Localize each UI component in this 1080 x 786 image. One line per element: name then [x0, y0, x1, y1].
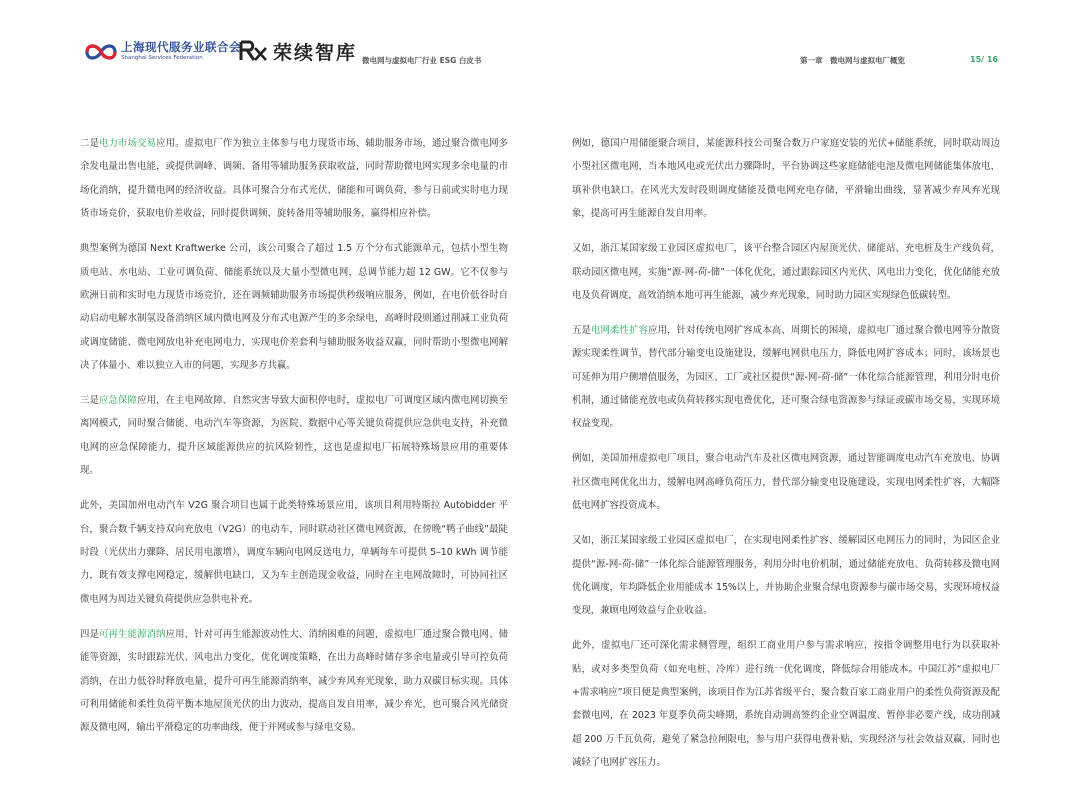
page-number: 15/ 16	[970, 55, 998, 64]
paragraph	[80, 237, 508, 377]
brand-name: 荣续智库	[273, 42, 358, 64]
paragraph-text: 二是	[80, 138, 100, 149]
left-column	[80, 132, 508, 751]
paragraph	[80, 494, 508, 611]
paragraph-text: 四是	[80, 628, 100, 640]
org-name-cn: 上海现代服务业联合会	[121, 40, 241, 54]
page-header	[0, 0, 1080, 76]
paragraph	[80, 623, 508, 740]
highlighted-term: 应急保障	[99, 395, 138, 407]
paragraph-text: 例如，德国户用储能聚合项目，某能源科技公司聚合数万户家庭安装的光伏+储能系统，同时联动周边小型社区微电网，当本地风电或光伏出力骤降时，平台协调这些家庭储能电池及微电网储能集体放电，填补供电缺口。在风光大发时段则调度储能及微电网充电存储，平滑输出曲线，显著减少弃风弃光现象，提高可再生能源自发自用率。	[572, 138, 1000, 220]
paragraph-text: 三是	[80, 395, 100, 407]
chapter-title: 第一章 微电网与虚拟电厂概览	[800, 56, 905, 65]
paragraph-text: 应用，在主电网故障、自然灾害导致大面积停电时，虚拟电厂可调度区域内微电网切换至离网模式，同时聚合储能、电动汽车等资源，为医院、数据中心等关键负荷提供应急供电支持，补充微电网的应急保障能力，提升区域能源供应的抗风险韧性，这也是虚拟电厂拓展特殊场景应用的重要体现。	[80, 395, 508, 477]
paragraph-text: 应用，针对可再生能源波动性大、消纳困难的问题，虚拟电厂通过聚合微电网、储能等资源，实时跟踪光伏、风电出力变化，优化调度策略，在出力高峰时储存多余电量或引导可控负荷消纳，在出力低谷时释放电量，提升可再生能源消纳率，减少弃风弃光现象，助力双碳目标实现。具体可利用储能和柔性负荷平衡本地屋顶光伏的出力波动，提高自发自用率，减少弃光，也可聚合风光储资源及微电网，输出平滑稳定的功率曲线，便于并网或参与绿电交易。	[80, 628, 508, 734]
highlighted-term: 电网柔性扩容	[591, 324, 649, 336]
paragraph-text: 应用，针对传统电网扩容成本高、周期长的困境，虚拟电厂通过聚合微电网等分散资源实现柔性调节，替代部分输变电设施建设，缓解电网供电压力，降低电网扩容成本；同时，该场景也可延伸为用户侧增值服务，为园区、工厂或社区提供“源-网-荷-储”一体化综合能源管理，利用分时电价机制，通过储能充放电或负荷转移实现电费优化，还可聚合绿电资源参与绿证或碳市场交易，实现环境权益变现。	[572, 324, 1000, 430]
paragraph-text: 例如，美国加州虚拟电厂项目，聚合电动汽车及社区微电网资源，通过智能调度电动汽车充放电、协调社区微电网优化出力，缓解电网高峰负荷压力，替代部分输变电设施建设，实现电网柔性扩容，大幅降低电网扩容投资成本。	[572, 453, 1000, 512]
paragraph-text: 此外，虚拟电厂还可深化需求侧管理，组织工商业用户参与需求响应，按指令调整用电行为以获取补贴，或对多类型负荷（如充电桩、冷库）进行统一优化调度，降低综合用能成本。中国江苏“虚拟电厂+需求响应”项目便是典型案例，该项目作为江苏省级平台，聚合数百家工商业用户的柔性负荷资源及配套微电网，在 2023 年夏季负荷尖峰期，系统自动调高签约企业空调温度、暂停非必要产线，成功削减超 200 万千瓦负荷，避免了紧急拉闸限电，参与用户获得电费补贴，实现经济与社会效益双赢，同时也减轻了电网扩容压力。	[572, 640, 1000, 769]
rx-logo-icon	[238, 39, 268, 63]
paragraph-text: 典型案例为德国 Next Kraftwerke 公司，该公司聚合了超过 1.5 万个分布式能源单元，包括小型生物质电站、水电站、工业可调负荷、储能系统以及大量小型微电网，总调节能力超 12 GW。它不仅参与欧洲日前和实时电力现货市场竞价，还在调频辅助服务市场提供秒级响应服务，例如，在电价低谷时自动启动电解水制氢设备消纳区域内微电网及分布式电源产生的多余绿电，高峰时段则通过削减工业负荷或调度储能、微电网放电补充电网电力，实现电价差套利与辅助服务收益双赢，同时帮助小型微电网解决了体量小、难以独立入市的问题，实现多方共赢。	[80, 243, 508, 372]
paragraph-text: 又如，浙江某国家级工业园区虚拟电厂，该平台整合园区内屋顶光伏、储能站、充电桩及生产线负荷，联动园区微电网，实施“源-网-荷-储”一体化优化，通过跟踪园区内光伏、风电出力变化，优化储能充放电及负荷调度，高效消纳本地可再生能源，减少弃光现象，同时助力园区实现绿色低碳转型。	[572, 243, 1000, 301]
document-title: 微电网与虚拟电厂行业 ESG 白皮书	[362, 56, 482, 65]
right-column	[572, 132, 1000, 786]
org-name	[121, 40, 241, 62]
paragraph	[572, 529, 1000, 623]
paragraph	[80, 389, 508, 483]
paragraph	[572, 237, 1000, 307]
paragraph-text: 又如，浙江某国家级工业园区虚拟电厂，在实现电网柔性扩容、缓解园区电网压力的同时，为园区企业提供“源-网-荷-储”一体化综合能源管理服务，利用分时电价机制，通过储能充放电、负荷转移及微电网优化调度，年均降低企业用能成本 15%以上，并协助企业聚合绿电资源参与碳市场交易，实现环境权益变现，兼顾电网效益与企业收益。	[572, 535, 1000, 617]
paragraph-text: 五是	[572, 324, 592, 336]
paragraph	[572, 132, 1000, 226]
shsf-logo-icon	[84, 40, 118, 64]
paragraph-text: 此外，美国加州电动汽车 V2G 聚合项目也属于此类特殊场景应用，该项目利用特斯拉 Autobidder 平台，聚合数千辆支持双向充放电（V2G）的电动车，同时联动社区微电网资源，在傍晚“鸭子曲线”最陡时段（光伏出力骤降、居民用电激增），调度车辆向电网反送电力，单辆每车可提供 5–10 kWh 调节能力，既有效支撑电网稳定，缓解供电缺口，又为车主创造现金收益，同时在主电网故障时，可协同社区微电网为周边关键负荷提供应急供电补充。	[80, 500, 508, 605]
org-name-en: Shanghai Services Federation	[121, 55, 203, 61]
paragraph	[572, 447, 1000, 517]
paragraph	[572, 319, 1000, 436]
paragraph	[80, 132, 508, 226]
highlighted-term: 电力市场交易	[99, 138, 157, 149]
paragraph-text: 应用。虚拟电厂作为独立主体参与电力现货市场、辅助服务市场，通过聚合微电网多余发电量出售电能，或提供调峰、调频、备用等辅助服务获取收益，同时帮助微电网实现多余电量的市场化消纳，提升微电网的经济收益。具体可聚合分布式光伏、储能和可调负荷，参与日前或实时电力现货市场竞价，获取电价差收益，同时提供调频、旋转备用等辅助服务，赢得相应补偿。	[80, 138, 508, 220]
highlighted-term: 可再生能源消纳	[99, 628, 166, 640]
paragraph	[572, 634, 1000, 774]
